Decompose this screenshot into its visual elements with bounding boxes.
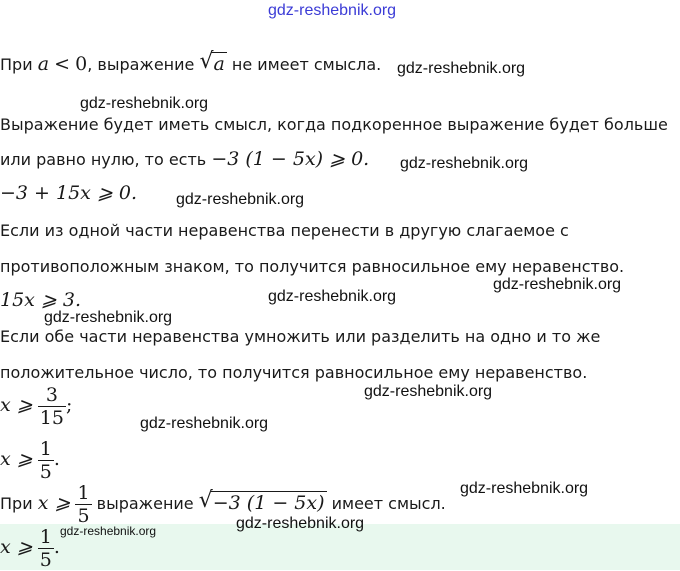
watermark: gdz-reshebnik.org	[364, 383, 493, 400]
math-expression: −3 + 15x ⩾ 0.	[0, 182, 138, 204]
math-lhs: x ⩾	[0, 448, 33, 470]
solution-line-4	[0, 182, 137, 205]
text: противоположным знаком, то получится равносильное ему неравенство.	[0, 257, 625, 276]
solution-line-7	[0, 289, 81, 312]
numerator: 1	[77, 482, 90, 504]
denominator: 5	[39, 461, 52, 483]
watermark: gdz-reshebnik.org	[44, 309, 173, 326]
text: имеет смысл.	[331, 494, 446, 513]
fraction	[75, 482, 91, 527]
text: Если из одной части неравенства перенести в другую слагаемое с	[0, 221, 569, 240]
solution-line-6	[0, 256, 624, 278]
solution-line-2	[0, 114, 668, 136]
punct: .	[53, 536, 60, 558]
math-num: 0	[75, 53, 88, 75]
text: выражение	[96, 494, 194, 513]
sqrt-argument: a	[213, 53, 225, 75]
math-expression: −3 (1 − 5x) ⩾ 0.	[211, 148, 370, 170]
solution-line-8	[0, 326, 600, 348]
solution-line-12	[0, 482, 446, 527]
watermark: gdz-reshebnik.org	[140, 415, 269, 432]
text: не имеет смысла.	[231, 55, 382, 74]
watermark: gdz-reshebnik.org	[176, 191, 305, 208]
fraction	[38, 438, 54, 483]
text: положительное число, то получится равносильное ему неравенство.	[0, 363, 588, 382]
solution-line-1	[0, 49, 382, 76]
solution-line-5	[0, 220, 569, 242]
watermark: gdz-reshebnik.org	[236, 515, 365, 532]
watermark: gdz-reshebnik.org	[397, 60, 526, 77]
text: Выражение будет иметь смысл, когда подкоренное выражение будет больше	[0, 115, 668, 134]
numerator: 1	[39, 526, 52, 548]
watermark: gdz-reshebnik.org	[493, 276, 622, 293]
math-var: a	[37, 53, 50, 75]
text: , выражение	[87, 55, 195, 74]
sqrt-expression	[198, 488, 327, 514]
solution-line-3	[0, 148, 369, 171]
solution-line-9	[0, 362, 587, 384]
solution-line-11	[0, 438, 60, 483]
math-lhs: x ⩾	[37, 492, 71, 514]
text: При	[0, 55, 33, 74]
sqrt-argument: −3 (1 − 5x)	[212, 492, 325, 514]
watermark: gdz-reshebnik.org	[268, 288, 397, 305]
sqrt-expression	[199, 49, 226, 75]
watermark: gdz-reshebnik.org	[400, 155, 529, 172]
sqrt-symbol: √	[199, 49, 214, 74]
punct: .	[53, 448, 60, 470]
solution-line-10	[0, 384, 72, 429]
watermark: gdz-reshebnik.org	[80, 95, 209, 112]
text: или равно нулю, то есть	[0, 150, 207, 169]
numerator: 3	[45, 384, 58, 406]
sqrt-symbol: √	[198, 488, 213, 513]
answer-line	[0, 526, 60, 571]
math-lhs: x ⩾	[0, 394, 33, 416]
math-expression: 15x ⩾ 3.	[0, 289, 82, 311]
text: При	[0, 494, 33, 513]
text: Если обе части неравенства умножить или разделить на одно и то же	[0, 327, 601, 346]
math-lhs: x ⩾	[0, 536, 33, 558]
denominator: 15	[39, 407, 64, 429]
watermark: gdz-reshebnik.org	[460, 480, 589, 497]
punct: ;	[65, 394, 73, 416]
fraction	[38, 384, 66, 429]
numerator: 1	[39, 438, 52, 460]
math-op: <	[54, 53, 71, 75]
denominator: 5	[39, 549, 52, 571]
denominator: 5	[77, 505, 90, 527]
watermark-top: gdz-reshebnik.org	[268, 2, 397, 19]
watermark: gdz-reshebnik.org	[60, 524, 157, 538]
fraction	[38, 526, 54, 571]
